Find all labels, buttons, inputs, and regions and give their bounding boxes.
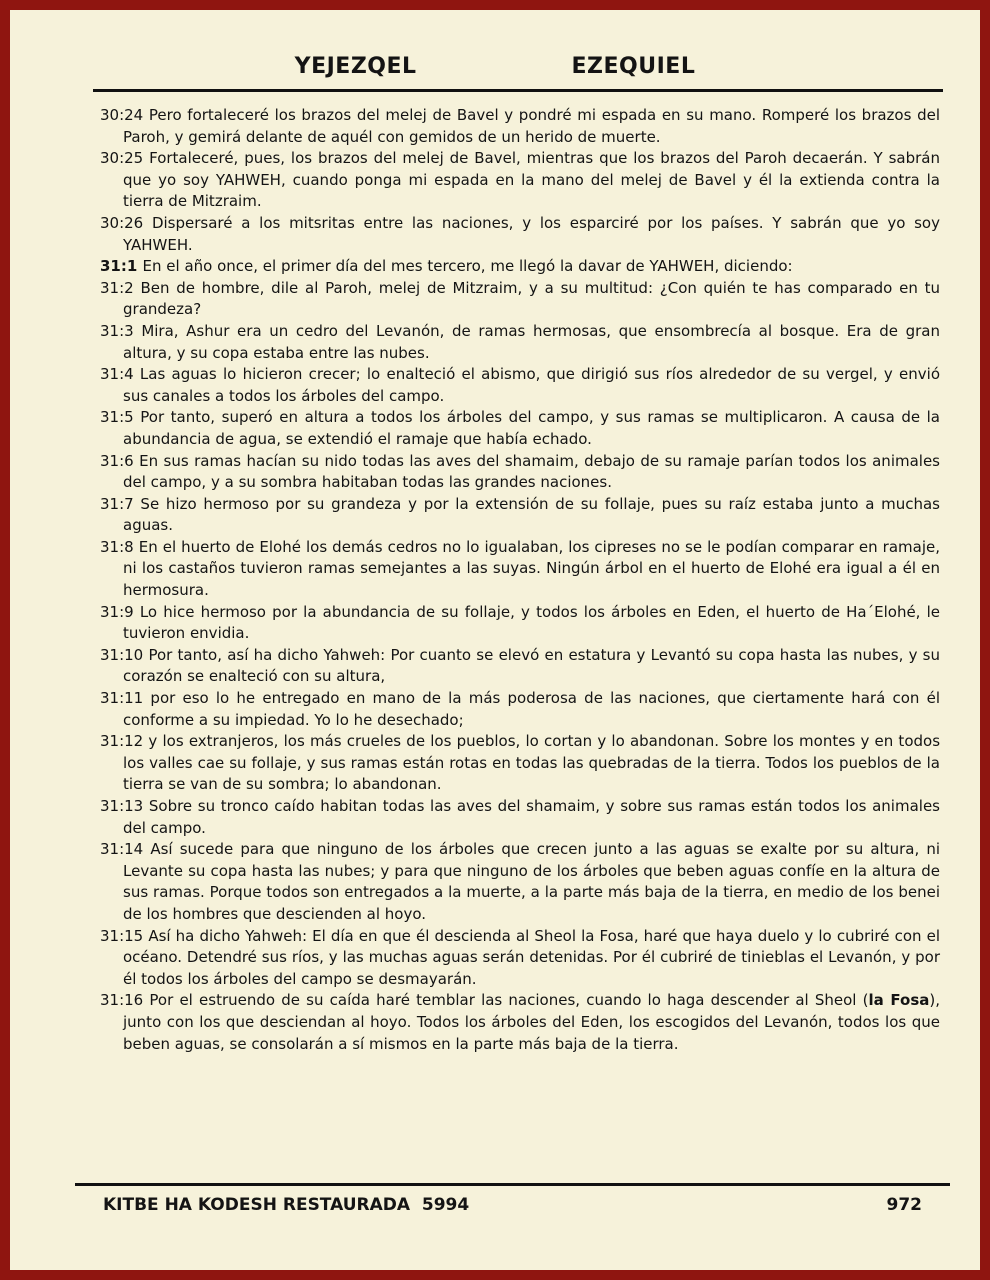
verse-text: En sus ramas hacían su nido todas las aves del shamaim, debajo de su ramaje parían todos los animales del campo, y a su sombra habitaban todas las grandes naciones.	[123, 451, 940, 492]
footer-book-title: KITBE HA KODESH RESTAURADA 5994	[103, 1195, 470, 1215]
verse-text: En el año once, el primer día del mes tercero, me llegó la davar de YAHWEH, diciendo:	[142, 257, 793, 276]
footer-page-number: 972	[886, 1195, 922, 1215]
verse-text: Mira, Ashur era un cedro del Levanón, de ramas hermosas, que ensombrecía al bosque. Era de gran altura, y su copa estaba entre las nubes.	[123, 321, 940, 362]
verse-31-15	[100, 926, 940, 991]
verse-31-10	[100, 645, 940, 688]
verse-text: Se hizo hermoso por su grandeza y por la extensión de su follaje, pues su raíz estaba junto a muchas aguas.	[123, 494, 940, 535]
verse-text: Lo hice hermoso por la abundancia de su follaje, y todos los árboles en Eden, el huerto de Ha´Elohé, le tuvieron envidia.	[123, 602, 941, 643]
verse-31-12	[100, 731, 940, 796]
verse-number: 30:24	[100, 106, 149, 124]
verse-number: 31:15	[100, 926, 149, 945]
verse-text: Por el estruendo de su caída haré temblar las naciones, cuando lo haga descender al Sheol (	[149, 991, 869, 1010]
verse-text: por eso lo he entregado en mano de la más poderosa de las naciones, que ciertamente hará con él conforme a su impiedad. Yo lo he desechado;	[123, 689, 940, 729]
verse-31-14	[100, 839, 940, 925]
verse-31-9	[100, 602, 940, 645]
verse-number: 31:5	[100, 408, 141, 427]
verse-number: 30:25	[100, 149, 150, 168]
verse-text: y los extranjeros, los más crueles de los pueblos, lo cortan y lo abandonan. Sobre los montes y en todos los valles cae su follaje, y sus ramas están rotas en todas las quebradas de la tierra. Todos los pueblos de la tierra se van de su sombra; lo abandonan.	[123, 732, 941, 794]
verse-31-6	[100, 451, 940, 494]
verse-number: 31:9	[100, 602, 140, 621]
header-title-right: EZEQUIEL	[571, 54, 696, 79]
verse-number: 31:1	[100, 257, 143, 276]
verse-30-25	[100, 148, 940, 213]
verse-number: 31:16	[100, 991, 150, 1010]
verse-text: Las aguas lo hicieron crecer; lo enalteció el abismo, que dirigió sus ríos alrededor de su vergel, y envió sus canales a todos los árboles del campo.	[123, 365, 940, 405]
verse-text: ), junto con los que desciendan al hoyo. Todos los árboles del Eden, los escogidos del Levanón, todos los que beben aguas, se consolarán a sí mismos en la parte más baja de la tierra.	[123, 991, 941, 1053]
verse-text: Así sucede para que ninguno de los árboles que crecen junto a las aguas se exalte por su altura, ni Levante su copa hasta las nubes; y para que ninguno de los árboles que beben aguas confíe en la altura de sus ramas. Porque todos son entregados a la muerte, a la parte más baja de la tierra, en medio de los benei de los hombres que descienden al hoyo.	[123, 840, 941, 923]
verse-text: Dispersaré a los mitsritas entre las naciones, y los esparciré por los países. Y sabrán que yo soy YAHWEH.	[123, 213, 940, 254]
verse-text: Por tanto, superó en altura a todos los árboles del campo, y sus ramas se multiplicaron. A causa de la abundancia de agua, se extendió el ramaje que había echado.	[123, 408, 940, 448]
verse-31-2	[100, 278, 940, 321]
verse-31-3	[100, 321, 940, 364]
verse-text: la Fosa	[868, 991, 930, 1010]
verse-text: Así ha dicho Yahweh: El día en que él descienda al Sheol la Fosa, haré que haya duelo y lo cubriré con el océano. Detendré sus ríos, y las muchas aguas serán detenidas. Por él cubriré de tinieblas el Levanón, y por él todos los árboles del campo se desmayarán.	[123, 926, 941, 988]
verse-number: 31:2	[100, 278, 141, 297]
verse-number: 31:13	[100, 797, 149, 815]
verses-container	[10, 92, 980, 1055]
verse-number: 31:12	[100, 732, 149, 751]
verse-number: 31:3	[100, 321, 142, 340]
verse-text: Por tanto, así ha dicho Yahweh: Por cuanto se elevó en estatura y Levantó su copa hasta las nubes, y su corazón se enalteció con su altura,	[123, 645, 940, 686]
verse-text: Sobre su tronco caído habitan todas las aves del shamaim, y sobre sus ramas están todos los animales del campo.	[123, 797, 940, 837]
verse-31-1	[100, 256, 940, 278]
verse-text: Pero fortaleceré los brazos del melej de Bavel y pondré mi espada en su mano. Romperé los brazos del Paroh, y gemirá delante de aquél con gemidos de un herido de muerte.	[123, 106, 940, 146]
verse-number: 31:6	[100, 451, 140, 470]
verse-number: 31:14	[100, 840, 151, 859]
verse-31-7	[100, 494, 940, 537]
verse-31-5	[100, 407, 940, 450]
verse-text: Ben de hombre, dile al Paroh, melej de Mitzraim, y a su multitud: ¿Con quién te has comparado en tu grandeza?	[123, 278, 940, 319]
verse-31-4	[100, 364, 940, 407]
verse-30-24	[100, 105, 940, 148]
verse-30-26	[100, 213, 940, 256]
verse-number: 31:7	[100, 494, 141, 513]
verse-31-16	[100, 990, 940, 1055]
page-header	[10, 54, 980, 79]
verse-number: 31:11	[100, 689, 151, 708]
header-title-left: YEJEZQEL	[294, 54, 417, 79]
verse-text: Fortaleceré, pues, los brazos del melej de Bavel, mientras que los brazos del Paroh decaerán. Y sabrán que yo soy YAHWEH, cuando ponga mi espada en la mano del melej de Bavel y él la extienda contra la tierra de Mitzraim.	[123, 149, 940, 211]
verse-number: 31:4	[100, 365, 140, 384]
verse-text: En el huerto de Elohé los demás cedros no lo igualaban, los cipreses no se le podían comparar en ramaje, ni los castaños tuvieron ramas semejantes a las suyas. Ningún árbol en el huerto de Elohé era igual a él en hermosura.	[123, 537, 941, 600]
verse-31-8	[100, 537, 940, 602]
verse-number: 30:26	[100, 213, 152, 232]
verse-31-11	[100, 688, 940, 731]
verse-31-13	[100, 796, 940, 839]
verse-number: 31:8	[100, 537, 139, 556]
verse-number: 31:10	[100, 645, 149, 664]
page-footer	[10, 1186, 980, 1270]
